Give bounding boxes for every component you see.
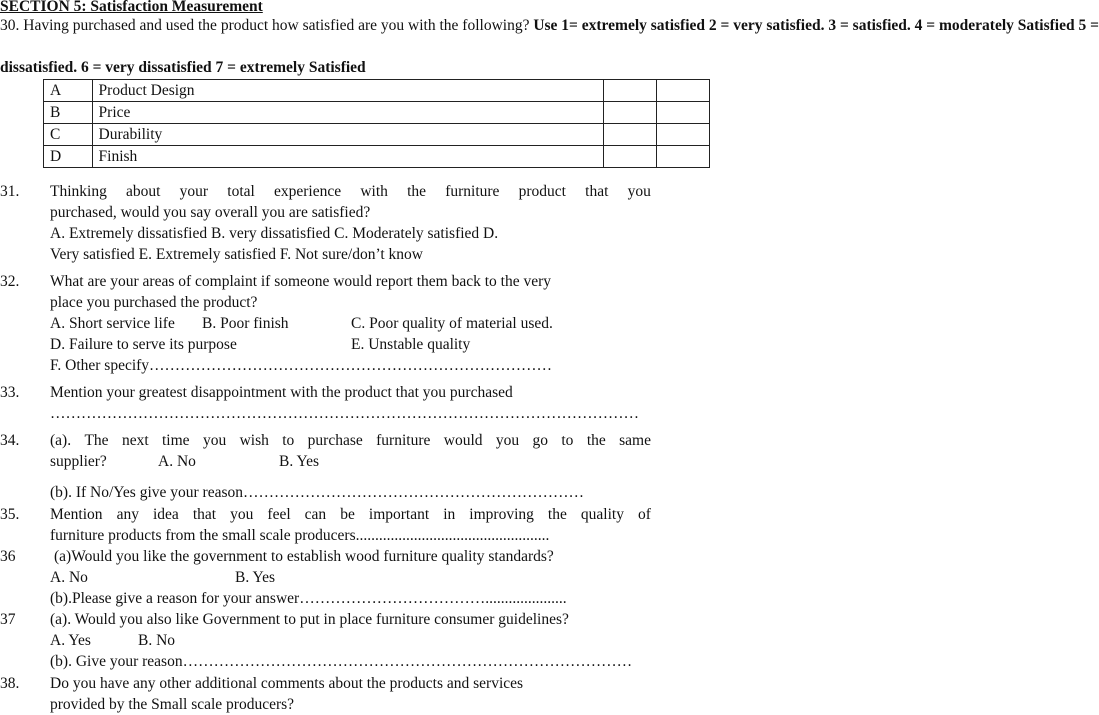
q30-scale-line1: Use 1= extremely satisfied 2 = very satisfied. 3 = satisfied. 4 = moderately Satisfied 5 =: [533, 17, 1099, 34]
word: that: [192, 506, 217, 523]
row-letter: D: [44, 146, 93, 168]
q34-reason-line: (b). If No/Yes give your reason…………………………………………………………: [50, 484, 585, 501]
q32-option-c: C. Poor quality of material used.: [351, 315, 553, 332]
q30-number: 30.: [0, 17, 20, 34]
word: idea: [152, 506, 179, 523]
q37-option-b: B. No: [138, 632, 176, 649]
q37-line1: (a). Would you also like Government to put in place furniture consumer guidelines?: [50, 611, 569, 628]
q33-line1: Mention your greatest disappointment with the product that you purchased: [50, 384, 513, 401]
table-row: [44, 146, 710, 168]
word: you: [230, 506, 254, 523]
word: improving: [469, 506, 534, 523]
word: that: [585, 183, 609, 200]
q34-option-b: B. Yes: [279, 453, 320, 470]
row-item: Price: [92, 102, 603, 124]
rating-cell[interactable]: [603, 124, 656, 146]
word: about: [126, 183, 161, 200]
q38-line2: provided by the Small scale producers?: [50, 696, 295, 713]
q36-option-a: A. No: [50, 569, 88, 586]
word: The: [84, 432, 109, 449]
q34-number: 34.: [0, 432, 20, 449]
q30-scale-line2: dissatisfied. 6 = very dissatisfied 7 = extremely Satisfied: [0, 59, 366, 76]
q32-option-e: E. Unstable quality: [351, 336, 471, 353]
word: to: [561, 432, 574, 449]
word: in: [443, 506, 456, 523]
row-letter: B: [44, 102, 93, 124]
row-item: Finish: [92, 146, 603, 168]
q30-question: Having purchased and used the product how satisfied are you with the following?: [23, 17, 530, 34]
word: same: [619, 432, 651, 449]
row-item: Durability: [92, 124, 603, 146]
q31-options-line1: A. Extremely dissatisfied B. very dissatisfied C. Moderately satisfied D.: [50, 225, 499, 242]
word: Thinking: [50, 183, 107, 200]
word: you: [627, 183, 651, 200]
row-letter: C: [44, 124, 93, 146]
q36-option-b: B. Yes: [235, 569, 276, 586]
q32-line1: What are your areas of complaint if someone would report them back to the very: [50, 273, 551, 290]
word: would: [443, 432, 483, 449]
word: to: [282, 432, 295, 449]
word: furniture: [445, 183, 500, 200]
q31-line1: [50, 182, 651, 202]
q35-number: 35.: [0, 506, 20, 523]
word: you: [202, 432, 227, 449]
rating-cell[interactable]: [603, 146, 656, 168]
rating-cell[interactable]: [656, 80, 709, 102]
word: total: [227, 183, 255, 200]
rating-cell[interactable]: [603, 102, 656, 124]
word: any: [116, 506, 139, 523]
word: quality: [580, 506, 624, 523]
word: product: [518, 183, 566, 200]
word: your: [179, 183, 209, 200]
rating-cell[interactable]: [656, 102, 709, 124]
word: furniture: [376, 432, 431, 449]
word: experience: [274, 183, 342, 200]
word: be: [340, 506, 355, 523]
q32-option-d: D. Failure to serve its purpose: [50, 336, 237, 353]
section-title: SECTION 5: Satisfaction Measurement: [0, 0, 263, 15]
q31-number: 31.: [0, 183, 20, 200]
word: time: [162, 432, 190, 449]
table-row: [44, 102, 710, 124]
q38-line1: Do you have any other additional comments about the products and services: [50, 675, 524, 692]
word: important: [368, 506, 430, 523]
q36-reason-line: (b).Please give a reason for your answer……………………………….....................: [50, 590, 567, 607]
word: can: [304, 506, 327, 523]
q38-number: 38.: [0, 675, 20, 692]
row-letter: A: [44, 80, 93, 102]
satisfaction-table: [43, 79, 710, 168]
word: the: [586, 432, 606, 449]
q34-option-a: A. No: [158, 453, 196, 470]
word: of: [637, 506, 651, 523]
q35-line1: [50, 505, 651, 525]
q32-option-b: B. Poor finish: [202, 315, 289, 332]
q32-number: 32.: [0, 273, 20, 290]
word: (a).: [50, 432, 72, 449]
q32-option-f: F. Other specify……………………………………………………………………: [50, 357, 553, 374]
table-row: [44, 80, 710, 102]
rating-cell[interactable]: [656, 146, 709, 168]
table-row: [44, 124, 710, 146]
q34-line1: [50, 431, 651, 451]
rating-cell[interactable]: [603, 80, 656, 102]
q30-text: [0, 16, 1099, 36]
rating-cell[interactable]: [656, 124, 709, 146]
word: Mention: [50, 506, 103, 523]
q37-number: 37: [0, 611, 16, 628]
q36-number: 36: [0, 548, 16, 565]
q37-reason-line: (b). Give your reason……………………………………………………………………………: [50, 653, 633, 670]
word: wish: [239, 432, 269, 449]
q35-line2: furniture products from the small scale producers..................................................: [50, 527, 550, 544]
q32-line2: place you purchased the product?: [50, 294, 258, 311]
word: the: [407, 183, 427, 200]
q36-line1: (a)Would you like the government to establish wood furniture quality standards?: [54, 548, 554, 565]
word: next: [121, 432, 149, 449]
word: feel: [267, 506, 291, 523]
word: go: [532, 432, 548, 449]
q33-answer-line: ……………………………………………………………………………………………………: [50, 405, 639, 422]
q34-line2: supplier?: [50, 453, 107, 470]
q37-option-a: A. Yes: [50, 632, 91, 649]
word: with: [360, 183, 388, 200]
q31-line2: purchased, would you say overall you are satisfied?: [50, 204, 371, 221]
word: you: [495, 432, 520, 449]
word: the: [547, 506, 567, 523]
q32-option-a: A. Short service life: [50, 315, 175, 332]
q33-number: 33.: [0, 384, 20, 401]
word: purchase: [307, 432, 363, 449]
q31-options-line2: Very satisfied E. Extremely satisfied F. Not sure/don’t know: [50, 246, 423, 263]
row-item: Product Design: [92, 80, 603, 102]
